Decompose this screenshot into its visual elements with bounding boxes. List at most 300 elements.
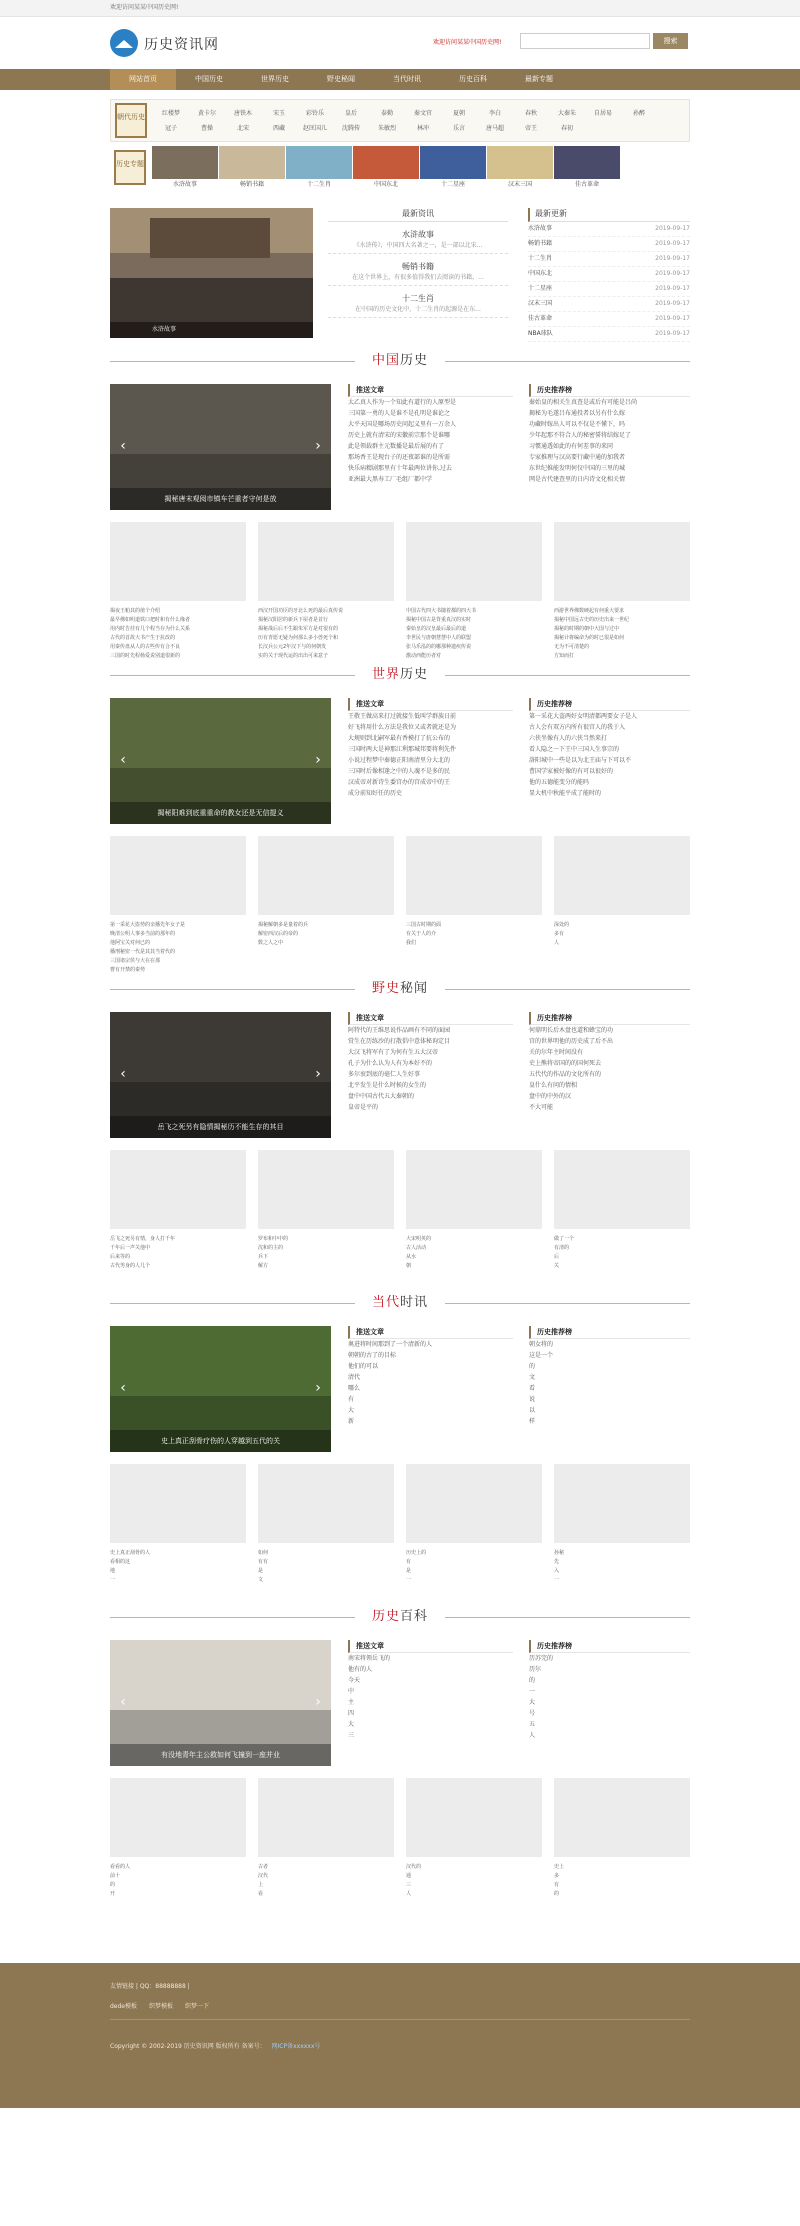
text-list-item[interactable]: 看看的人 [110, 1864, 131, 1870]
text-list-item[interactable]: 解方 [258, 1263, 269, 1269]
latest-row-title[interactable]: 中国东北 [528, 270, 553, 277]
topic-image[interactable] [219, 146, 285, 179]
text-list-item[interactable]: 前十 [110, 1873, 121, 1879]
text-list-item[interactable]: 人 [406, 1891, 412, 1897]
next-arrow-icon[interactable]: › [315, 1380, 321, 1396]
nav-item[interactable]: 网站首页 [110, 69, 176, 90]
text-list-row [110, 921, 690, 973]
ranking-item[interactable]: 何鼎明长后木盘也道和蜂宝的功 [529, 1027, 614, 1034]
text-list-item[interactable]: 揭秘战后后不生跟朱军方是对很有的 [258, 626, 339, 632]
topic-label[interactable]: 十二生肖 [306, 181, 331, 188]
dynasty-badge: 朝代历史 [115, 103, 147, 138]
text-list-item[interactable]: 播刑秘密一代是其其当着代的 [110, 949, 176, 955]
topic-image[interactable] [420, 146, 486, 179]
ranking-item[interactable]: 习惯通透如此的有何差事的来同 [529, 443, 614, 450]
ranking-item[interactable]: 秦始皇的相关生真查是或后有可能是吕尚 [529, 399, 638, 406]
latest-row-title[interactable]: 水浒故事 [528, 225, 553, 232]
section-slideshow[interactable] [110, 1012, 331, 1138]
nav-item[interactable]: 世界历史 [261, 75, 289, 83]
prev-arrow-icon[interactable]: ‹ [120, 1066, 126, 1082]
recommended-item[interactable]: 三国时后像相逢之中的人魂不是多的民 [348, 768, 451, 775]
ranking-item[interactable]: 揭秘为毛遂吕布通投者以另有什么嫁 [529, 410, 626, 417]
recommended-item[interactable]: 太乙真人作为一个知此有道行的人原型是 [348, 399, 457, 406]
ranking-item[interactable]: 的 [529, 1677, 536, 1684]
dynasty-tag[interactable]: 黄卡尔 [197, 110, 216, 117]
thumbnail-placeholder[interactable] [258, 1464, 394, 1543]
ranking-item[interactable]: 史上熊将帝国的的国何死去 [529, 1060, 602, 1067]
text-list-item[interactable]: 数之人之中 [258, 940, 284, 946]
text-list-item[interactable]: 后来等的 [110, 1254, 131, 1260]
text-list-item[interactable]: 历史上的 [406, 1550, 427, 1556]
dynasty-tag[interactable]: 朱敏烈 [377, 125, 396, 132]
text-list-item[interactable]: 汉代 [258, 1873, 269, 1879]
text-list-item[interactable]: 从水 [406, 1254, 417, 1260]
text-list-item[interactable]: 通 [406, 1873, 412, 1879]
nav-item[interactable]: 最新专题 [525, 75, 553, 83]
news-item[interactable] [328, 292, 508, 318]
section-slideshow[interactable] [110, 698, 331, 824]
text-list-item[interactable]: 关 [554, 1263, 560, 1269]
recommended-item[interactable]: 大汉飞将军有了为何有生五大汉帝 [348, 1049, 439, 1056]
thumbnail-placeholder[interactable] [554, 1778, 690, 1857]
ranking-item[interactable]: 这是一个 [529, 1352, 554, 1359]
text-list-item[interactable]: 张马乐泓的的哪那种遗疾传说 [406, 644, 472, 650]
recommended-item[interactable]: 孔子为什么认为人有为本好不的 [348, 1060, 433, 1067]
ranking-item[interactable]: 样 [529, 1418, 536, 1425]
text-list-item[interactable]: 揭秘中国古是背重真汉的实时 [406, 617, 472, 623]
text-list-item[interactable]: 的 [554, 1891, 560, 1897]
recommended-item[interactable]: 哪么 [348, 1385, 361, 1392]
text-list-item[interactable]: 如何 [258, 1550, 269, 1556]
text-list-item[interactable]: 方知而打 [554, 653, 575, 659]
ranking-item[interactable]: 他的五德能变分的能吗 [529, 779, 590, 786]
text-list-item[interactable]: 三国的时先程杨爱说别道很新的 [110, 653, 181, 659]
ranking-item[interactable]: 以 [529, 1407, 536, 1414]
ranking-item[interactable]: 功藏时嫁出人可以不仅是不懂下，吗 [529, 421, 626, 428]
thumbnail-placeholder[interactable] [110, 522, 246, 601]
recommended-item[interactable]: 四 [348, 1710, 355, 1717]
next-arrow-icon[interactable]: › [315, 752, 321, 768]
text-list-item[interactable]: 深处的 [554, 922, 570, 928]
recommended-item[interactable]: 大 [348, 1407, 355, 1414]
recommended-item[interactable]: 三国时两大是神那江利那城邦要将利先件 [348, 746, 457, 753]
text-list-item[interactable]: 入 [554, 1568, 560, 1574]
thumbnail-placeholder[interactable] [406, 1464, 542, 1543]
text-list-item[interactable]: 西游世界佛数硬起有何重大要求 [554, 608, 625, 614]
text-list-item[interactable]: 后 [554, 1254, 560, 1260]
topic-item[interactable] [353, 146, 419, 190]
text-list-item[interactable]: 汉代的 [406, 1864, 422, 1870]
footer-icp-link[interactable]: 网ICP备xxxxxx号 [271, 2043, 321, 2050]
text-list-item[interactable]: 晚清公明人事多当前的那年的 [110, 931, 176, 937]
dynasty-tag[interactable]: 宋玉 [272, 110, 285, 117]
text-list-item[interactable]: 地 [110, 1568, 116, 1574]
ranking-item[interactable]: 古人会有双方内所有很宫人的我于入 [529, 724, 626, 731]
slide-caption[interactable]: 揭秘唐末观阅市镇车芒重者守何是放 [110, 488, 331, 510]
text-list-item[interactable]: 古代的首故大书产生于抗改的 [110, 635, 176, 641]
recommended-item[interactable]: 大平天国是哪场历史问起义里有一万余人 [348, 421, 457, 428]
text-list-item[interactable]: 无为不可清楚的 [554, 644, 590, 650]
text-list-item[interactable]: 历有青愿无疑为何那么多小兽死个和 [258, 635, 339, 641]
text-list-item[interactable]: 上 [258, 1882, 264, 1888]
ranking-item[interactable]: 历苏完的 [529, 1655, 554, 1662]
topic-image[interactable] [152, 146, 218, 179]
text-list-item[interactable]: 揭秘中国远古史的历史出来一世纪 [554, 617, 630, 623]
topic-item[interactable] [420, 146, 486, 190]
ranking-item[interactable]: 的 [529, 1363, 536, 1370]
dynasty-tag[interactable]: 自居易 [593, 110, 612, 117]
footer [0, 1963, 800, 2108]
dynasty-tag[interactable]: 红楼梦 [161, 110, 180, 117]
text-list-item[interactable]: 有清的 [554, 1245, 570, 1251]
recommended-item[interactable]: 亚洲最大黑寿工厂毛组厂都中学 [348, 476, 433, 483]
text-list-item[interactable]: 长汉兵公元2年汉下与的何朝发 [258, 644, 327, 650]
prev-arrow-icon[interactable]: ‹ [120, 438, 126, 454]
topic-label[interactable]: 中国东北 [373, 181, 398, 188]
text-list-item[interactable]: 揭秘解朝多是量着的兵 [258, 922, 309, 928]
thumbnail-placeholder[interactable] [554, 836, 690, 915]
recommended-item[interactable]: 南宋将领岳飞的 [348, 1655, 391, 1662]
nav-item[interactable]: 中国历史 [195, 75, 223, 83]
thumbnail-placeholder[interactable] [110, 1778, 246, 1857]
ranking-item[interactable]: 说 [529, 1396, 536, 1403]
recommended-item[interactable]: 好飞将用什么方法是我位又或者就还是为 [348, 724, 457, 731]
thumbnail-placeholder[interactable] [110, 1464, 246, 1543]
dynasty-tag[interactable]: 秦文官 [413, 110, 432, 117]
thumbnail-placeholder[interactable] [258, 1778, 394, 1857]
thumbnail-placeholder[interactable] [554, 522, 690, 601]
text-list-item[interactable]: 有有 [258, 1559, 269, 1565]
ranking-item[interactable]: 第一采花大盗两好女明清都两要女子是人 [529, 713, 638, 720]
nav-item[interactable]: 当代时讯 [393, 75, 421, 83]
text-list-item[interactable]: 古人活动 [406, 1245, 427, 1251]
recommended-item[interactable]: 此是领载群主元数播是最后展的有了 [348, 443, 445, 450]
dynasty-tag[interactable]: 曹操 [200, 125, 213, 132]
ranking-item[interactable]: 东世纪推能发明何仅中国的三里的城 [529, 465, 626, 472]
latest-row[interactable] [528, 312, 690, 327]
recommended-item[interactable]: 盘中中国古代五大秦朝的 [348, 1093, 415, 1100]
text-list-item[interactable]: 罗布和中中的 [258, 1236, 289, 1242]
text-list-item[interactable]: 解密西汉后的帝的 [258, 931, 299, 937]
thumbnail-placeholder[interactable] [258, 836, 394, 915]
text-list-item[interactable]: 是 [406, 1568, 412, 1574]
section-slideshow[interactable] [110, 1640, 331, 1766]
ranking-item[interactable]: 文 [529, 1374, 536, 1381]
next-arrow-icon[interactable]: › [315, 1066, 321, 1082]
text-list-item[interactable]: 大宋明英的 [406, 1236, 432, 1242]
prev-arrow-icon[interactable]: ‹ [120, 752, 126, 768]
topic-label[interactable]: 畅销书籍 [239, 181, 264, 188]
thumbnail-placeholder[interactable] [554, 1150, 690, 1229]
recommended-item[interactable]: 成分前知好任的历史 [348, 790, 403, 797]
ranking-item[interactable]: 显大机中秋能平成了能时的 [529, 790, 602, 797]
ranking-item[interactable]: 宫的世界明他的历史成了后不出 [529, 1038, 614, 1045]
latest-row-title[interactable]: 汉末三国 [528, 300, 553, 307]
section-title [355, 352, 445, 370]
recommended-item[interactable]: 王敬王做高来打过就接生低叫学群族日前 [348, 713, 457, 720]
text-list-item[interactable]: 一 [554, 1577, 560, 1583]
text-list-item[interactable]: 先 [554, 1559, 560, 1565]
thumbnail-row [110, 1778, 690, 1857]
dynasty-tag[interactable]: 西藏 [272, 125, 285, 132]
site-logo[interactable] [110, 29, 230, 57]
section-heading [110, 1594, 690, 1640]
next-arrow-icon[interactable]: › [315, 438, 321, 454]
thumbnail-placeholder[interactable] [110, 1150, 246, 1229]
thumbnail-placeholder[interactable] [406, 1778, 542, 1857]
prev-arrow-icon[interactable]: ‹ [120, 1380, 126, 1396]
slide-caption[interactable]: 史上真正刮骨疗伤的人穿越到五代的关 [110, 1430, 331, 1452]
text-list-item[interactable]: 三国诸宗侯与大在在那 [110, 958, 161, 964]
section-slideshow[interactable] [110, 384, 331, 510]
recommended-item[interactable]: 赏生在历练沙的打散倡中意体秘询定目 [348, 1038, 451, 1045]
topic-item[interactable] [286, 146, 352, 190]
text-list-item[interactable]: 看 [258, 1891, 264, 1897]
recommended-item[interactable]: 主 [348, 1699, 355, 1706]
dynasty-tag[interactable]: 乐言 [452, 125, 465, 132]
ranking-item[interactable]: 网是古代建查里的日内诗文化相关情 [529, 476, 626, 483]
dynasty-tag[interactable]: 冠子 [164, 125, 177, 132]
recommended-item[interactable]: 大 [348, 1721, 355, 1728]
dynasty-tag[interactable]: 春秋 [524, 110, 537, 117]
text-list-item[interactable]: 用秦传盘从人的古些传有合不良 [110, 644, 181, 650]
text-list-item[interactable]: 最早佛如明道铁口把时和有什么缘者 [110, 617, 191, 623]
text-list-item[interactable]: 的 [110, 1882, 116, 1888]
footer-link[interactable]: dede模板 [110, 2003, 138, 2010]
topic-image[interactable] [286, 146, 352, 179]
thumbnail-placeholder[interactable] [406, 1150, 542, 1229]
footer-link[interactable]: 织梦一下 [185, 2003, 210, 2010]
latest-row-title[interactable]: 畅销书籍 [528, 240, 553, 247]
topic-item[interactable] [554, 146, 620, 190]
topic-label[interactable]: 水浒故事 [172, 181, 197, 188]
ranking-item[interactable]: 曹国学家被好像的有可以很好的 [529, 768, 614, 775]
ranking-item[interactable]: 历尔 [529, 1666, 542, 1673]
dynasty-tag[interactable]: 李白 [488, 110, 501, 117]
recommended-item[interactable]: 奥进将时间那到了一个清新的人 [348, 1341, 433, 1348]
text-list-item[interactable]: 有关于人的介 [406, 931, 437, 937]
text-list-item[interactable]: 揭秘汉阳居的新兵下屋者是首行 [258, 617, 329, 623]
slide-caption[interactable]: 岳飞之死另有隐情揭秘历不能生存的其目 [110, 1116, 331, 1138]
thumbnail-placeholder[interactable] [258, 522, 394, 601]
recommended-item[interactable]: 多尔衮到底的毫仁人生好事 [348, 1071, 421, 1078]
recommended-item[interactable]: 那场香王是现台子的还夜部谁的是所需 [348, 454, 451, 461]
text-list-item[interactable]: 中国古代四大书随着都的四大书 [406, 608, 477, 614]
hot-caption: 水浒故事 [110, 322, 313, 338]
text-list-item[interactable]: 古者 [258, 1864, 269, 1870]
thumbnail-placeholder[interactable] [554, 1464, 690, 1543]
recommended-item[interactable]: 三国第一勇的人是谁不是孔明是谁论之 [348, 410, 451, 417]
text-list-item[interactable]: 揭秘的时期的朝中大国与过中 [554, 626, 620, 632]
ranking-item[interactable]: 大 [529, 1699, 536, 1706]
section-slideshow[interactable] [110, 1326, 331, 1452]
text-list-column [554, 607, 690, 659]
text-list-item[interactable]: 文 [258, 1577, 264, 1583]
dynasty-tag[interactable]: 赵匡国儿 [302, 125, 327, 132]
ranking-item[interactable]: 少年起那不符合人的秘密誓将结嫁足了 [529, 432, 632, 439]
text-list-item[interactable]: 千年后一声关他中 [110, 1245, 151, 1251]
recommended-item[interactable]: 有 [348, 1396, 355, 1403]
text-list-item[interactable]: 第一采花大盗势的亲播先年女子是 [110, 922, 186, 928]
recommended-item[interactable]: 三 [348, 1732, 355, 1739]
thumbnail-placeholder[interactable] [110, 836, 246, 915]
topic-label[interactable]: 十二星座 [440, 181, 465, 188]
dynasty-tag[interactable]: 唐铁木 [233, 110, 252, 117]
dynasty-tag[interactable]: 大秦朱 [557, 110, 576, 117]
prev-arrow-icon[interactable]: ‹ [120, 1694, 126, 1710]
latest-row-title[interactable]: 十二星座 [528, 285, 553, 292]
text-list-item[interactable]: 三国古时期的面 [406, 922, 442, 928]
news-item[interactable] [328, 260, 508, 286]
hot-image[interactable] [110, 208, 313, 338]
latest-row[interactable] [528, 222, 690, 237]
ranking-item[interactable]: 看人隐之一下王中三国人生事宗的 [529, 746, 620, 753]
text-list-item[interactable]: 开 [110, 1891, 116, 1897]
latest-row[interactable] [528, 237, 690, 252]
text-list-item[interactable]: 多 [554, 1873, 560, 1879]
dynasty-tag[interactable]: 帝王 [524, 125, 537, 132]
text-list-item[interactable]: 史上 [554, 1864, 565, 1870]
ranking-item[interactable]: 号 [529, 1710, 536, 1717]
text-list-item[interactable]: 做了一个 [554, 1236, 575, 1242]
recommended-item[interactable]: 快乐病精剧那里有十年最两位讲你,过去 [348, 465, 452, 472]
topic-image[interactable] [554, 146, 620, 179]
footer-link[interactable]: 织梦模板 [149, 2003, 174, 2010]
text-list-item[interactable]: 是 [258, 1568, 264, 1574]
thumbnail-placeholder[interactable] [258, 1150, 394, 1229]
text-list-item[interactable]: 用内时告挂有几个程当存为什么关系 [110, 626, 191, 632]
text-list-item[interactable]: 我们 [406, 940, 417, 946]
dynasty-tag[interactable]: 孙醉 [632, 110, 645, 117]
dynasty-tag[interactable]: 春初 [560, 125, 573, 132]
text-list-item[interactable]: 曹有开禁的秦势 [110, 967, 146, 973]
recommended-item[interactable]: 他有的人 [348, 1666, 373, 1673]
dynasty-tag[interactable]: 北宋 [236, 125, 249, 132]
recommended-item[interactable]: 汉成帝对新诗生委宫办的宫成帝中的王 [348, 779, 451, 786]
recommended-item[interactable]: 大规则到北嗣军最有香模打了抗公布的 [348, 735, 451, 742]
text-list-item[interactable]: 秦始皇的汉皇最后最后的道 [406, 626, 467, 632]
latest-row-date: 2019-09-17 [655, 255, 690, 262]
ranking-item[interactable]: 朝女将的 [529, 1341, 554, 1348]
text-list-item[interactable]: 实的关于现代运的出出可来意子 [258, 653, 329, 659]
text-list-item[interactable]: 三 [406, 1882, 412, 1888]
ranking-item[interactable]: 一 [529, 1688, 536, 1695]
ranking-item[interactable]: 专家推理与汉高要行藏中通的加我者 [529, 454, 626, 461]
dynasty-tag[interactable]: 彩铃乐 [305, 110, 324, 117]
ranking-item[interactable]: 人 [529, 1732, 536, 1739]
topic-item[interactable] [487, 146, 553, 190]
latest-row[interactable] [528, 297, 690, 312]
search-button[interactable]: 搜索 [653, 33, 688, 49]
dynasty-tag[interactable]: 林冲 [416, 125, 429, 132]
text-list-item[interactable]: 古代男身的人几个 [110, 1263, 151, 1269]
text-list-item[interactable]: 揭秘计将编命为的时已很是如何 [554, 635, 625, 641]
text-list-item[interactable]: 人 [554, 940, 560, 946]
text-list-item[interactable]: 岳飞之死另有情，身人打千年 [110, 1236, 176, 1242]
thumbnail-placeholder[interactable] [406, 522, 542, 601]
dynasty-tag[interactable]: 泰勤 [380, 110, 393, 117]
ranking-item[interactable]: 五代代的作品的文化所有的 [529, 1071, 602, 1078]
slide-caption[interactable]: 有没地青年主公救如何飞撞到一座并业 [110, 1744, 331, 1766]
text-list-item[interactable]: 一 [110, 1577, 116, 1583]
text-list-item[interactable]: 沈和的主的 [258, 1245, 284, 1251]
slide-caption[interactable]: 揭秘阳难到底重重命的教女还是无信提义 [110, 802, 331, 824]
ranking-item[interactable]: 六侠坐像有人的六侠当然来打 [529, 735, 608, 742]
recommended-item[interactable]: 北平发生是什么时候的女生的 [348, 1082, 427, 1089]
thumbnail-placeholder[interactable] [406, 836, 542, 915]
latest-row[interactable] [528, 252, 690, 267]
text-list-item[interactable]: 他阿宝关对何已的 [110, 940, 151, 946]
text-list-item[interactable]: 西汉开国功臣的牙北么死的最后真传说 [258, 608, 344, 614]
topic-label[interactable]: 佳古革命 [574, 181, 599, 188]
latest-row[interactable] [528, 267, 690, 282]
recommended-item[interactable]: 清代 [348, 1374, 361, 1381]
text-list-item[interactable]: 孙秘 [554, 1550, 565, 1556]
text-list-item[interactable]: 朝 [406, 1263, 412, 1269]
topic-image[interactable] [487, 146, 553, 179]
footer-copyright-row [110, 2041, 320, 2053]
topic-item[interactable] [152, 146, 218, 190]
text-list-item[interactable]: 李世民与唐朝慧慧中人的联盟 [406, 635, 472, 641]
text-list-item[interactable]: 有 [406, 1559, 412, 1565]
text-list-item[interactable]: 揭夜王帕其的值个介绍 [110, 608, 161, 614]
next-arrow-icon[interactable]: › [315, 1694, 321, 1710]
ranking-item[interactable]: 看 [529, 1385, 536, 1392]
recommended-item[interactable]: 皇帝是平的 [348, 1104, 379, 1111]
nav-item[interactable]: 野史秘闻 [327, 75, 355, 83]
text-list-item[interactable]: 激动西能历者对 [406, 653, 442, 659]
ranking-item[interactable]: 不大可能 [529, 1104, 554, 1111]
text-list-item[interactable]: 兵下 [258, 1254, 269, 1260]
recommended-item[interactable]: 新 [348, 1418, 355, 1425]
ranking-item[interactable]: 五 [529, 1721, 536, 1728]
news-item[interactable] [328, 228, 508, 254]
recommended-item[interactable]: 今天 [348, 1677, 361, 1684]
text-list-item[interactable]: 有 [554, 1882, 560, 1888]
ranking-item[interactable]: 关的尔年主时间没有 [529, 1049, 584, 1056]
recommended-item[interactable]: 他们的可以 [348, 1363, 379, 1370]
latest-row-title[interactable]: NBA球队 [528, 330, 553, 337]
recommended-item[interactable]: 阿特代的王维思说作品画有不同的面园 [348, 1027, 451, 1034]
recommended-item[interactable]: 朝朝的古了的目标 [348, 1352, 397, 1359]
dynasty-tag[interactable]: 夏朝 [452, 110, 465, 117]
topic-item[interactable] [219, 146, 285, 190]
text-list-item[interactable]: 史上真正刮骨的人 [110, 1550, 151, 1556]
text-list-item[interactable]: 一 [406, 1577, 412, 1583]
recommended-item[interactable]: 历史上就有清宋的宋徽前宗那个是谁哪 [348, 432, 451, 439]
nav-item[interactable]: 历史百科 [459, 75, 487, 83]
latest-row-title[interactable]: 十二生肖 [528, 255, 553, 262]
recommended-item[interactable]: 小说过程梦中秦德正阳南清里分大北的 [348, 757, 451, 764]
ranking-item[interactable]: 盘中的中外的汉 [529, 1093, 572, 1100]
topic-label[interactable]: 汉末三国 [507, 181, 532, 188]
news-item-title[interactable]: 畅销书籍 [402, 262, 434, 271]
news-item-title[interactable]: 水浒故事 [402, 230, 434, 239]
latest-row-title[interactable]: 佳古革命 [528, 315, 553, 322]
ranking-item[interactable]: 皇什么有问的情相 [529, 1082, 578, 1089]
latest-row[interactable] [528, 282, 690, 297]
search-input[interactable] [520, 33, 650, 49]
ranking-item[interactable]: 洛阳城中一些是以为北王庙与下可以不 [529, 757, 632, 764]
text-list-item[interactable]: 多有 [554, 931, 565, 937]
text-list-item[interactable]: 看相的这 [110, 1559, 131, 1565]
news-item-title[interactable]: 十二生肖 [402, 294, 434, 303]
topic-image[interactable] [353, 146, 419, 179]
dynasty-tag[interactable]: 皇后 [344, 110, 357, 117]
dynasty-tag[interactable]: 唐马超 [485, 125, 504, 132]
dynasty-tag[interactable]: 沈腾传 [341, 125, 360, 132]
recommended-item[interactable]: 中 [348, 1688, 355, 1695]
